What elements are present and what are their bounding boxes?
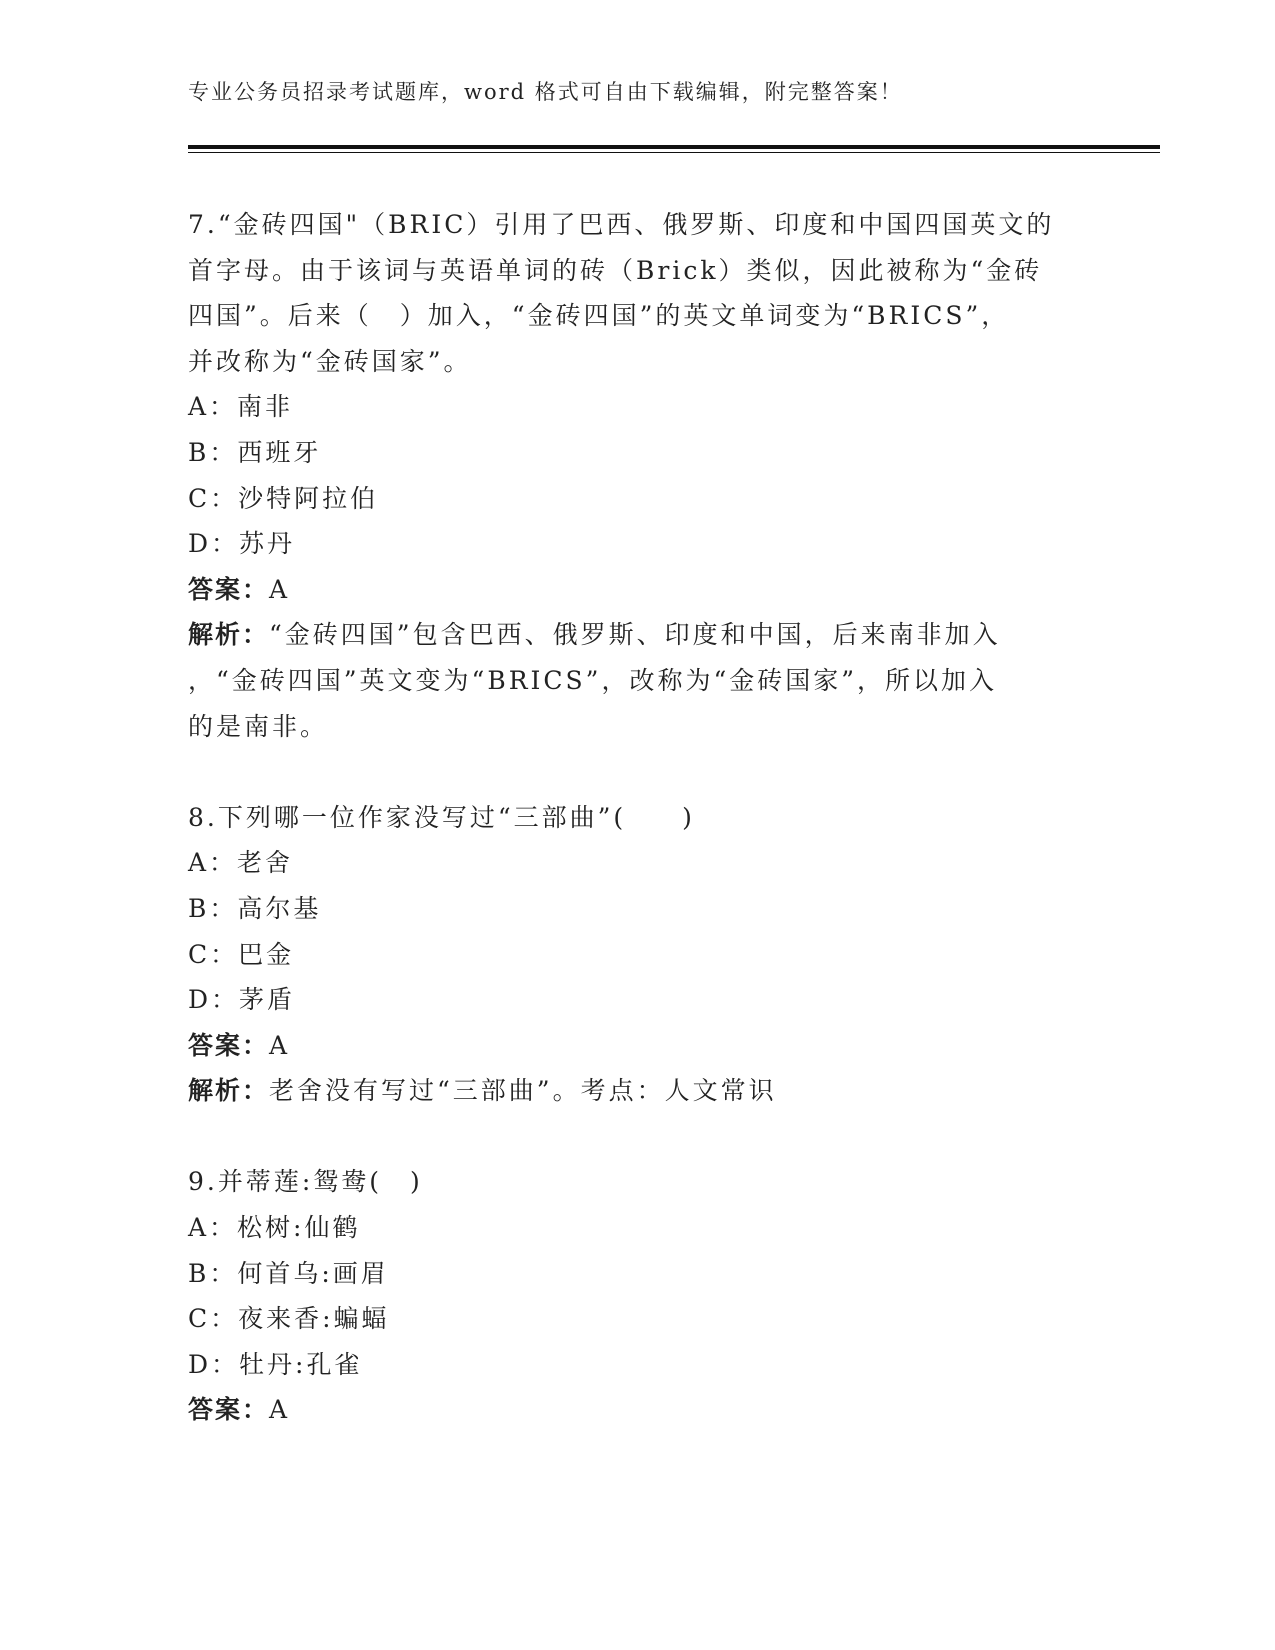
answer-value: A	[269, 574, 291, 604]
answer-value: A	[269, 1395, 291, 1425]
question-stem: 8.下列哪一位作家没写过“三部曲”( )	[188, 802, 695, 832]
analysis-text: “金砖四国”包含巴西、俄罗斯、印度和中国，后来南非加入	[269, 620, 1001, 650]
answer-row	[188, 1023, 1078, 1069]
option-c: C：夜来香:蝙蝠	[188, 1304, 390, 1334]
option-a: A：老舍	[188, 848, 294, 878]
answer-label: 答案：	[188, 1395, 270, 1425]
analysis-label: 解析：	[188, 1076, 270, 1106]
analysis-row	[188, 612, 1078, 658]
question-content	[188, 202, 1078, 1433]
answer-row	[188, 1387, 1078, 1433]
analysis-text: 的是南非。	[188, 711, 329, 741]
question-stem: 首字母。由于该词与英语单词的砖（Brick）类似，因此被称为“金砖	[188, 255, 1043, 285]
option-a: A：松树:仙鹤	[188, 1213, 361, 1243]
question-stem: 7.“金砖四国"（BRIC）引用了巴西、俄罗斯、印度和中国四国英文的	[188, 210, 1055, 239]
analysis-row	[188, 1068, 1078, 1114]
analysis-text: ，“金砖四国”英文变为“BRICS”，改称为“金砖国家”，所以加入	[188, 665, 998, 695]
option-d: D：牡丹:孔雀	[188, 1349, 363, 1379]
option-a: A：南非	[188, 392, 294, 422]
option-d: D：茅盾	[188, 985, 296, 1015]
answer-label: 答案：	[188, 574, 270, 604]
question-8	[188, 795, 1078, 1114]
option-b: B：高尔基	[188, 893, 322, 923]
question-stem: 并改称为“金砖国家”。	[188, 346, 472, 376]
analysis-label: 解析：	[188, 620, 270, 650]
option-d: D：苏丹	[188, 529, 296, 559]
option-b: B：何首乌:画眉	[188, 1258, 389, 1288]
question-stem: 9.并蒂莲:鸳鸯( )	[188, 1167, 423, 1197]
option-c: C：沙特阿拉伯	[188, 483, 379, 513]
question-9	[188, 1159, 1078, 1433]
question-7	[188, 202, 1078, 749]
header-rule-thick	[188, 145, 1160, 149]
question-stem: 四国”。后来（ ）加入，“金砖四国”的英文单词变为“BRICS”，	[188, 301, 1010, 331]
answer-value: A	[269, 1030, 291, 1060]
header-rule-thin	[188, 152, 1160, 153]
analysis-text: 老舍没有写过“三部曲”。考点：人文常识	[269, 1076, 777, 1106]
page-header: 专业公务员招录考试题库，word 格式可自由下载编辑，附完整答案！	[188, 80, 903, 104]
option-b: B：西班牙	[188, 437, 322, 467]
question-spacer	[188, 749, 1078, 795]
answer-label: 答案：	[188, 1030, 270, 1060]
answer-row	[188, 567, 1078, 613]
question-spacer	[188, 1114, 1078, 1160]
option-c: C：巴金	[188, 939, 295, 969]
